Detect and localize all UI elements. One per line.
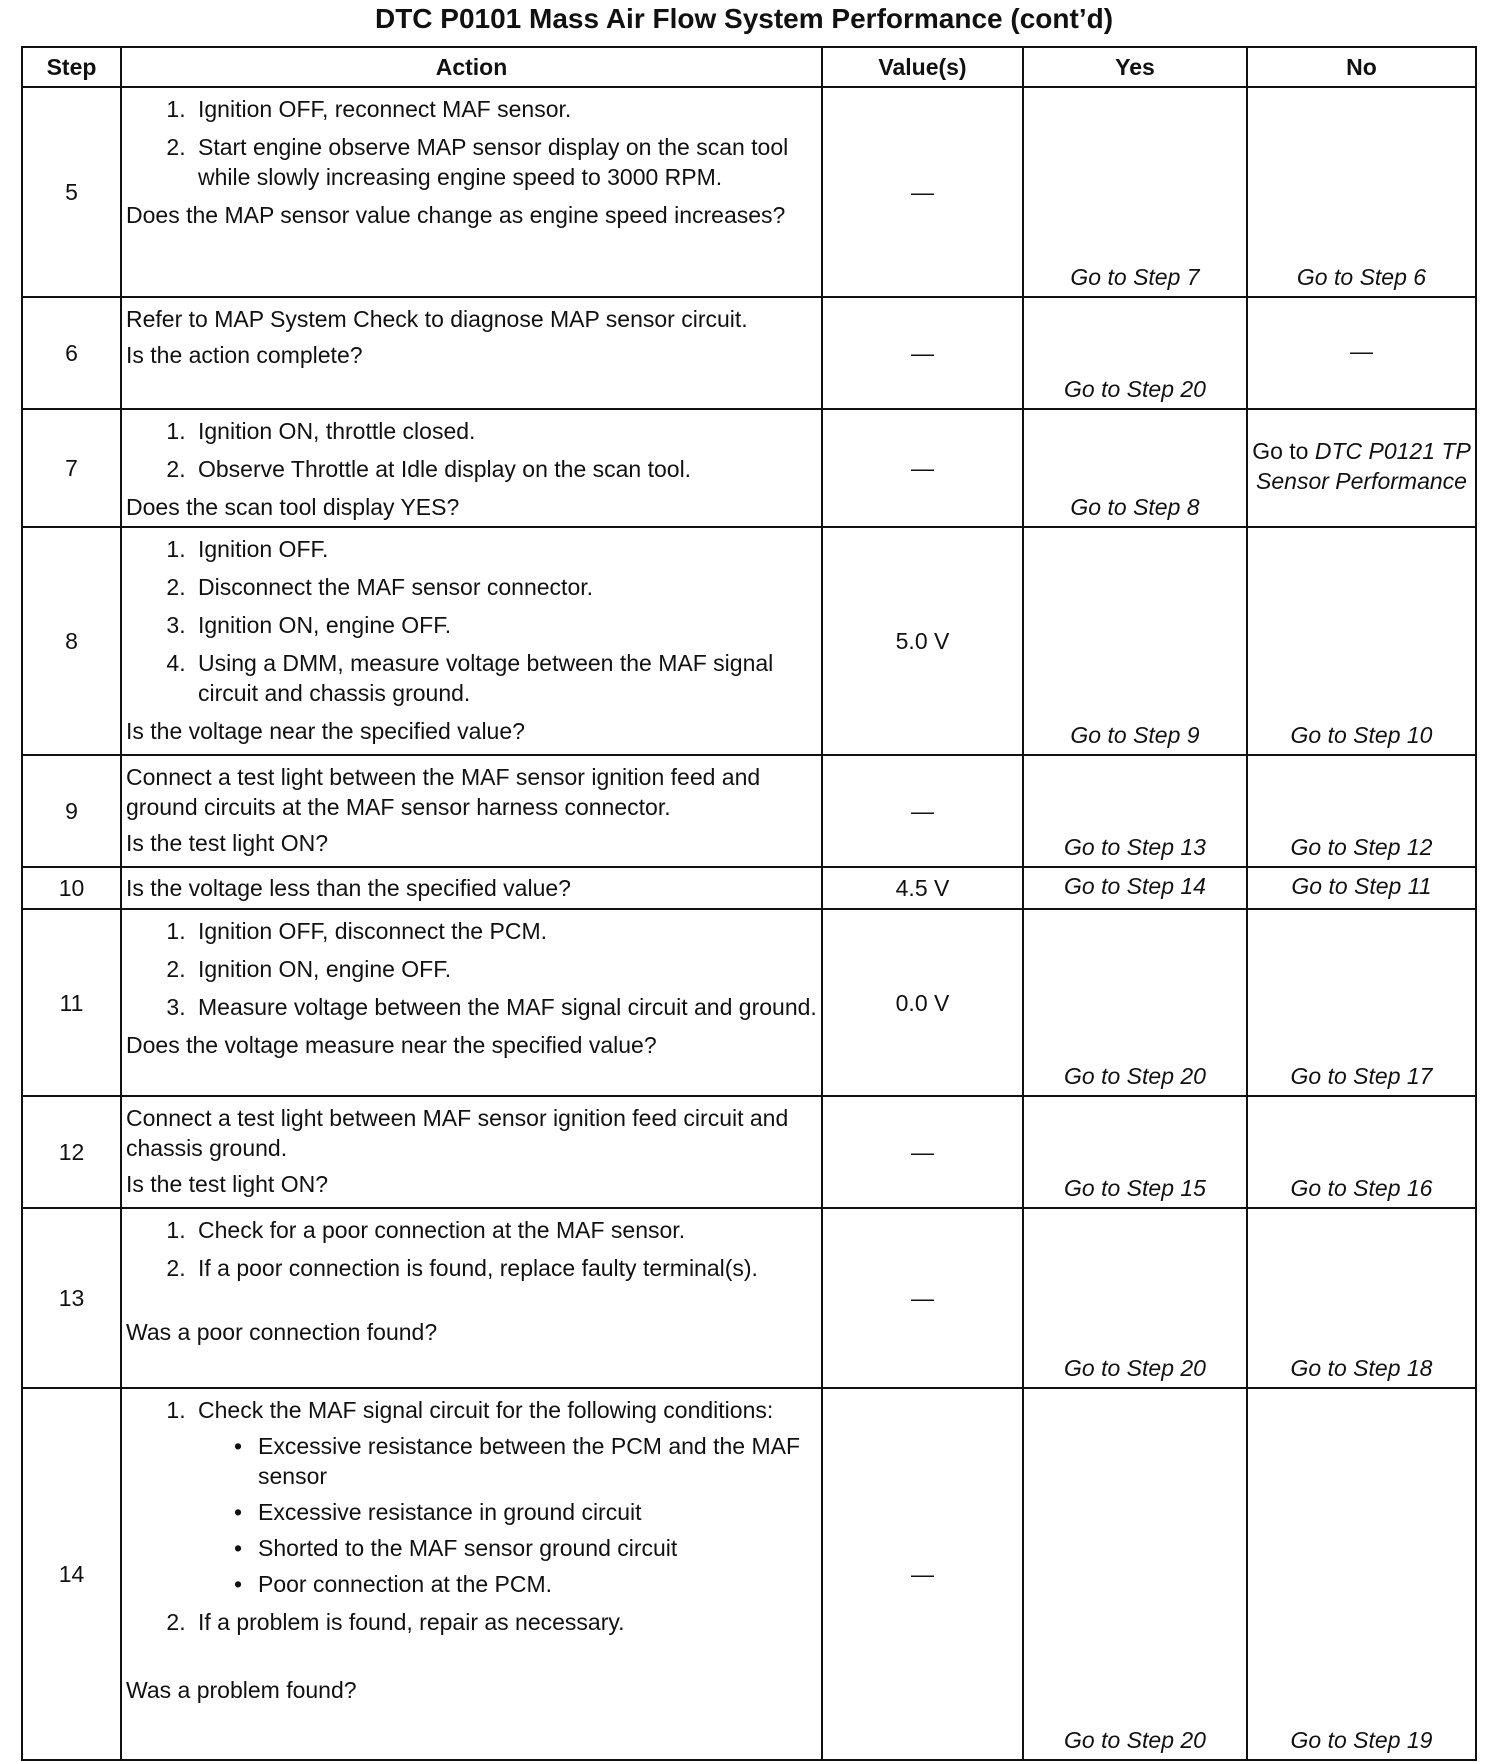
action-step: 1. Check for a poor connection at the MAF sensor. (192, 1215, 817, 1245)
step-number: 12 (22, 1096, 121, 1208)
yes-link[interactable]: Go to Step 20 (1023, 1388, 1247, 1760)
action-intro: Connect a test light between the MAF sensor ignition feed and ground circuits at the MAF sensor harness connector. (126, 764, 761, 820)
action-question: Is the test light ON? (126, 830, 328, 856)
yes-link[interactable]: Go to Step 13 (1023, 755, 1247, 867)
yes-link[interactable]: Go to Step 7 (1023, 87, 1247, 297)
table-row (22, 297, 1476, 409)
no-link[interactable] (1247, 409, 1476, 527)
step-number: 10 (22, 867, 121, 909)
action-step: 1. Ignition OFF, reconnect MAF sensor. (192, 94, 817, 124)
action-step: 3. Ignition ON, engine OFF. (192, 610, 817, 640)
value-cell: — (822, 1208, 1023, 1388)
condition-item: • Poor connection at the PCM. (234, 1569, 817, 1599)
table-row (22, 909, 1476, 1096)
table-row (22, 867, 1476, 909)
action-step: 2. Ignition ON, engine OFF. (192, 954, 817, 984)
action-steps (126, 94, 817, 192)
yes-link[interactable]: Go to Step 20 (1023, 1208, 1247, 1388)
yes-link[interactable]: Go to Step 20 (1023, 297, 1247, 409)
header-action: Action (121, 47, 822, 87)
action-step (192, 1395, 817, 1599)
action-question: Is the voltage near the specified value? (126, 718, 525, 744)
no-link[interactable]: Go to Step 10 (1247, 527, 1476, 755)
step-number: 8 (22, 527, 121, 755)
action-cell (121, 755, 822, 867)
value-cell: — (822, 755, 1023, 867)
table-row (22, 527, 1476, 755)
yes-link[interactable]: Go to Step 20 (1023, 909, 1247, 1096)
action-cell (121, 409, 822, 527)
action-step: 1. Ignition ON, throttle closed. (192, 416, 817, 446)
yes-link[interactable]: Go to Step 8 (1023, 409, 1247, 527)
condition-list (198, 1431, 817, 1599)
action-cell (121, 1096, 822, 1208)
action-steps (126, 534, 817, 708)
yes-link[interactable]: Go to Step 15 (1023, 1096, 1247, 1208)
no-link[interactable]: Go to Step 19 (1247, 1388, 1476, 1760)
action-question: Does the MAP sensor value change as engine speed increases? (126, 202, 786, 228)
action-step: 2. If a poor connection is found, replace faulty terminal(s). (192, 1253, 817, 1283)
value-cell: — (822, 87, 1023, 297)
action-cell (121, 87, 822, 297)
action-intro: Connect a test light between MAF sensor ignition feed circuit and chassis ground. (126, 1105, 789, 1161)
action-cell (121, 527, 822, 755)
condition-item: • Excessive resistance in ground circuit (234, 1497, 817, 1527)
action-step-text: Check the MAF signal circuit for the following conditions: (198, 1397, 774, 1423)
action-steps (126, 916, 817, 1022)
step-number: 7 (22, 409, 121, 527)
action-intro: Refer to MAP System Check to diagnose MAP sensor circuit. (126, 306, 748, 332)
header-no: No (1247, 47, 1476, 87)
step-number: 5 (22, 87, 121, 297)
header-yes: Yes (1023, 47, 1247, 87)
action-step: 3. Measure voltage between the MAF signal circuit and ground. (192, 992, 817, 1022)
value-cell: 0.0 V (822, 909, 1023, 1096)
no-link[interactable]: Go to Step 12 (1247, 755, 1476, 867)
value-cell: — (822, 1388, 1023, 1760)
no-link[interactable]: Go to Step 11 (1247, 867, 1476, 909)
yes-link[interactable]: Go to Step 9 (1023, 527, 1247, 755)
action-question: Does the voltage measure near the specified value? (126, 1032, 657, 1058)
yes-link[interactable]: Go to Step 14 (1023, 867, 1247, 909)
diagnostic-table (21, 46, 1477, 1761)
header-values: Value(s) (822, 47, 1023, 87)
step-number: 14 (22, 1388, 121, 1760)
action-question: Was a poor connection found? (126, 1319, 438, 1345)
action-steps (126, 416, 817, 484)
action-question: Is the action complete? (126, 342, 363, 368)
table-row (22, 1388, 1476, 1760)
no-link[interactable]: Go to Step 16 (1247, 1096, 1476, 1208)
action-question: Is the test light ON? (126, 1171, 328, 1197)
action-step: 2. Start engine observe MAP sensor display on the scan tool while slowly increasing engine speed to 3000 RPM. (192, 132, 817, 192)
value-cell: 5.0 V (822, 527, 1023, 755)
action-step: 2. If a problem is found, repair as necessary. (192, 1607, 817, 1637)
action-question: Is the voltage less than the specified value? (126, 875, 571, 901)
action-step: 1. Ignition OFF. (192, 534, 817, 564)
action-cell (121, 909, 822, 1096)
action-cell (121, 297, 822, 409)
no-prefix: Go to (1252, 438, 1309, 464)
header-step: Step (22, 47, 121, 87)
action-step: 2. Disconnect the MAF sensor connector. (192, 572, 817, 602)
step-number: 13 (22, 1208, 121, 1388)
step-number: 9 (22, 755, 121, 867)
table-row (22, 755, 1476, 867)
action-step: 4. Using a DMM, measure voltage between the MAF signal circuit and chassis ground. (192, 648, 817, 708)
condition-item: • Shorted to the MAF sensor ground circuit (234, 1533, 817, 1563)
value-cell: — (822, 1096, 1023, 1208)
table-row (22, 409, 1476, 527)
table-row (22, 1208, 1476, 1388)
step-number: 11 (22, 909, 121, 1096)
step-number: 6 (22, 297, 121, 409)
action-question: Does the scan tool display YES? (126, 494, 460, 520)
action-cell (121, 1208, 822, 1388)
no-link[interactable]: Go to Step 17 (1247, 909, 1476, 1096)
no-link[interactable]: Go to Step 6 (1247, 87, 1476, 297)
table-row (22, 1096, 1476, 1208)
no-link[interactable]: Go to Step 18 (1247, 1208, 1476, 1388)
value-cell: — (822, 297, 1023, 409)
action-steps (126, 1395, 817, 1637)
value-cell: 4.5 V (822, 867, 1023, 909)
action-step: 1. Ignition OFF, disconnect the PCM. (192, 916, 817, 946)
condition-item: • Excessive resistance between the PCM and the MAF sensor (234, 1431, 817, 1491)
page-title: DTC P0101 Mass Air Flow System Performance (cont’d) (374, 3, 1114, 34)
action-question: Was a problem found? (126, 1677, 357, 1703)
table-row (22, 87, 1476, 297)
no-cell: — (1247, 297, 1476, 409)
dtc-reference-link[interactable]: DTC P0121 TP Sensor Performance (1256, 438, 1471, 494)
action-cell (121, 1388, 822, 1760)
header-row (22, 47, 1476, 87)
action-step: 2. Observe Throttle at Idle display on the scan tool. (192, 454, 817, 484)
value-cell: — (822, 409, 1023, 527)
action-steps (126, 1215, 817, 1283)
action-cell (121, 867, 822, 909)
